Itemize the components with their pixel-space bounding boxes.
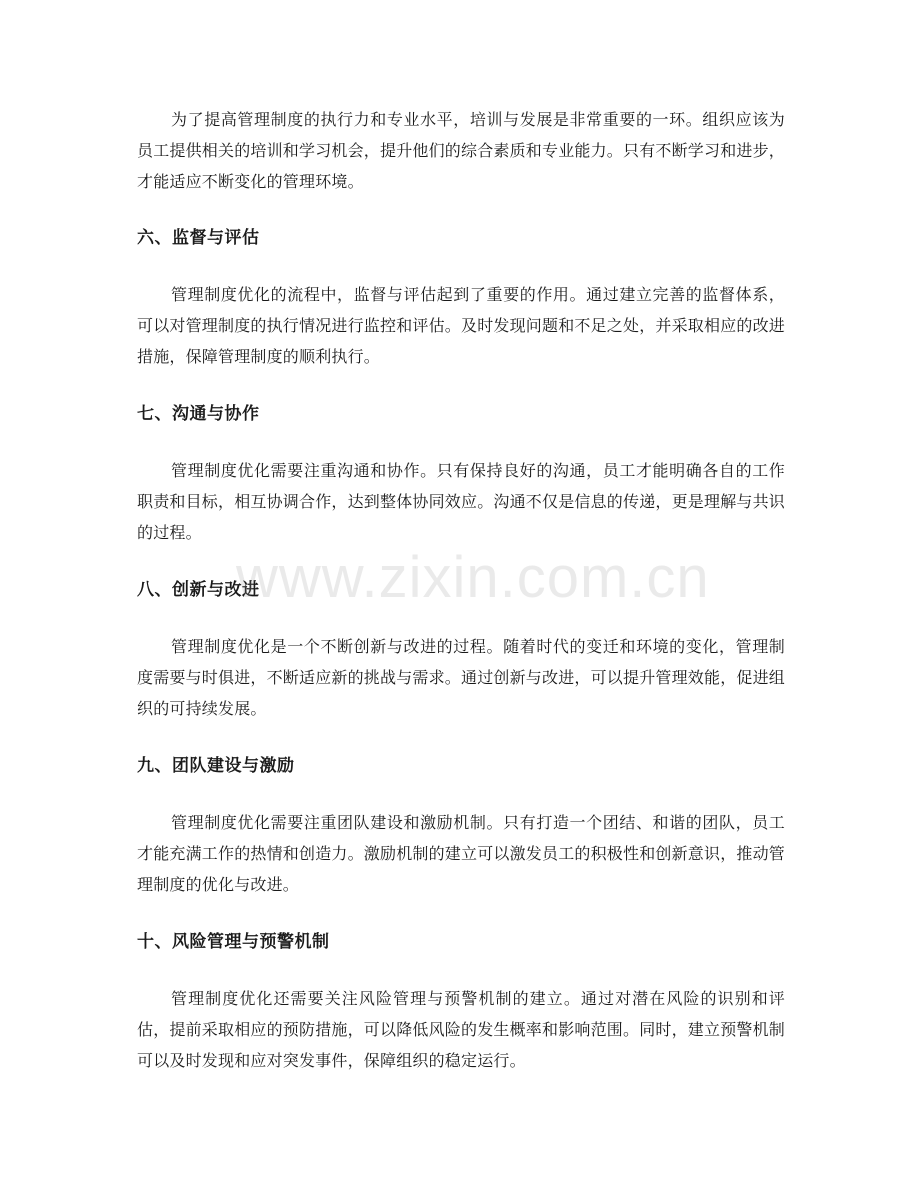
section-heading: 九、团队建设与激励 bbox=[137, 756, 295, 776]
section-heading: 八、创新与改进 bbox=[137, 580, 260, 600]
section-heading: 十、风险管理与预警机制 bbox=[137, 932, 330, 952]
section-team-building bbox=[137, 753, 785, 900]
section-paragraph: 管理制度优化是一个不断创新与改进的过程。随着时代的变迁和环境的变化，管理制度需要与时俱进，不断适应新的挑战与需求。通过创新与改进，可以提升管理效能，促进组织的可持续发展。 bbox=[137, 637, 786, 718]
section-paragraph: 管理制度优化需要注重团队建设和激励机制。只有打造一个团结、和谐的团队，员工才能充满工作的热情和创造力。激励机制的建立可以激发员工的积极性和创新意识，推动管理制度的优化与改进。 bbox=[137, 813, 786, 894]
intro-paragraph: 为了提高管理制度的执行力和专业水平，培训与发展是非常重要的一环。组织应该为员工提供相关的培训和学习机会，提升他们的综合素质和专业能力。只有不断学习和进步，才能适应不断变化的管理环境。 bbox=[137, 110, 786, 191]
section-supervision bbox=[137, 225, 785, 372]
section-paragraph: 管理制度优化需要注重沟通和协作。只有保持良好的沟通，员工才能明确各自的工作职责和目标，相互协调合作，达到整体协同效应。沟通不仅是信息的传递，更是理解与共识的过程。 bbox=[137, 461, 786, 542]
section-heading: 六、监督与评估 bbox=[137, 228, 260, 248]
section-risk-management bbox=[137, 929, 785, 1076]
section-heading: 七、沟通与协作 bbox=[137, 404, 260, 424]
section-communication bbox=[137, 401, 785, 548]
section-paragraph: 管理制度优化的流程中，监督与评估起到了重要的作用。通过建立完善的监督体系，可以对管理制度的执行情况进行监控和评估。及时发现问题和不足之处，并采取相应的改进措施，保障管理制度的顺利执行。 bbox=[137, 285, 786, 366]
watermark: www.zixin.com.cn bbox=[236, 545, 710, 610]
section-paragraph: 管理制度优化还需要关注风险管理与预警机制的建立。通过对潜在风险的识别和评估，提前采取相应的预防措施，可以降低风险的发生概率和影响范围。同时，建立预警机制可以及时发现和应对突发事件，保障组织的稳定运行。 bbox=[137, 989, 786, 1070]
